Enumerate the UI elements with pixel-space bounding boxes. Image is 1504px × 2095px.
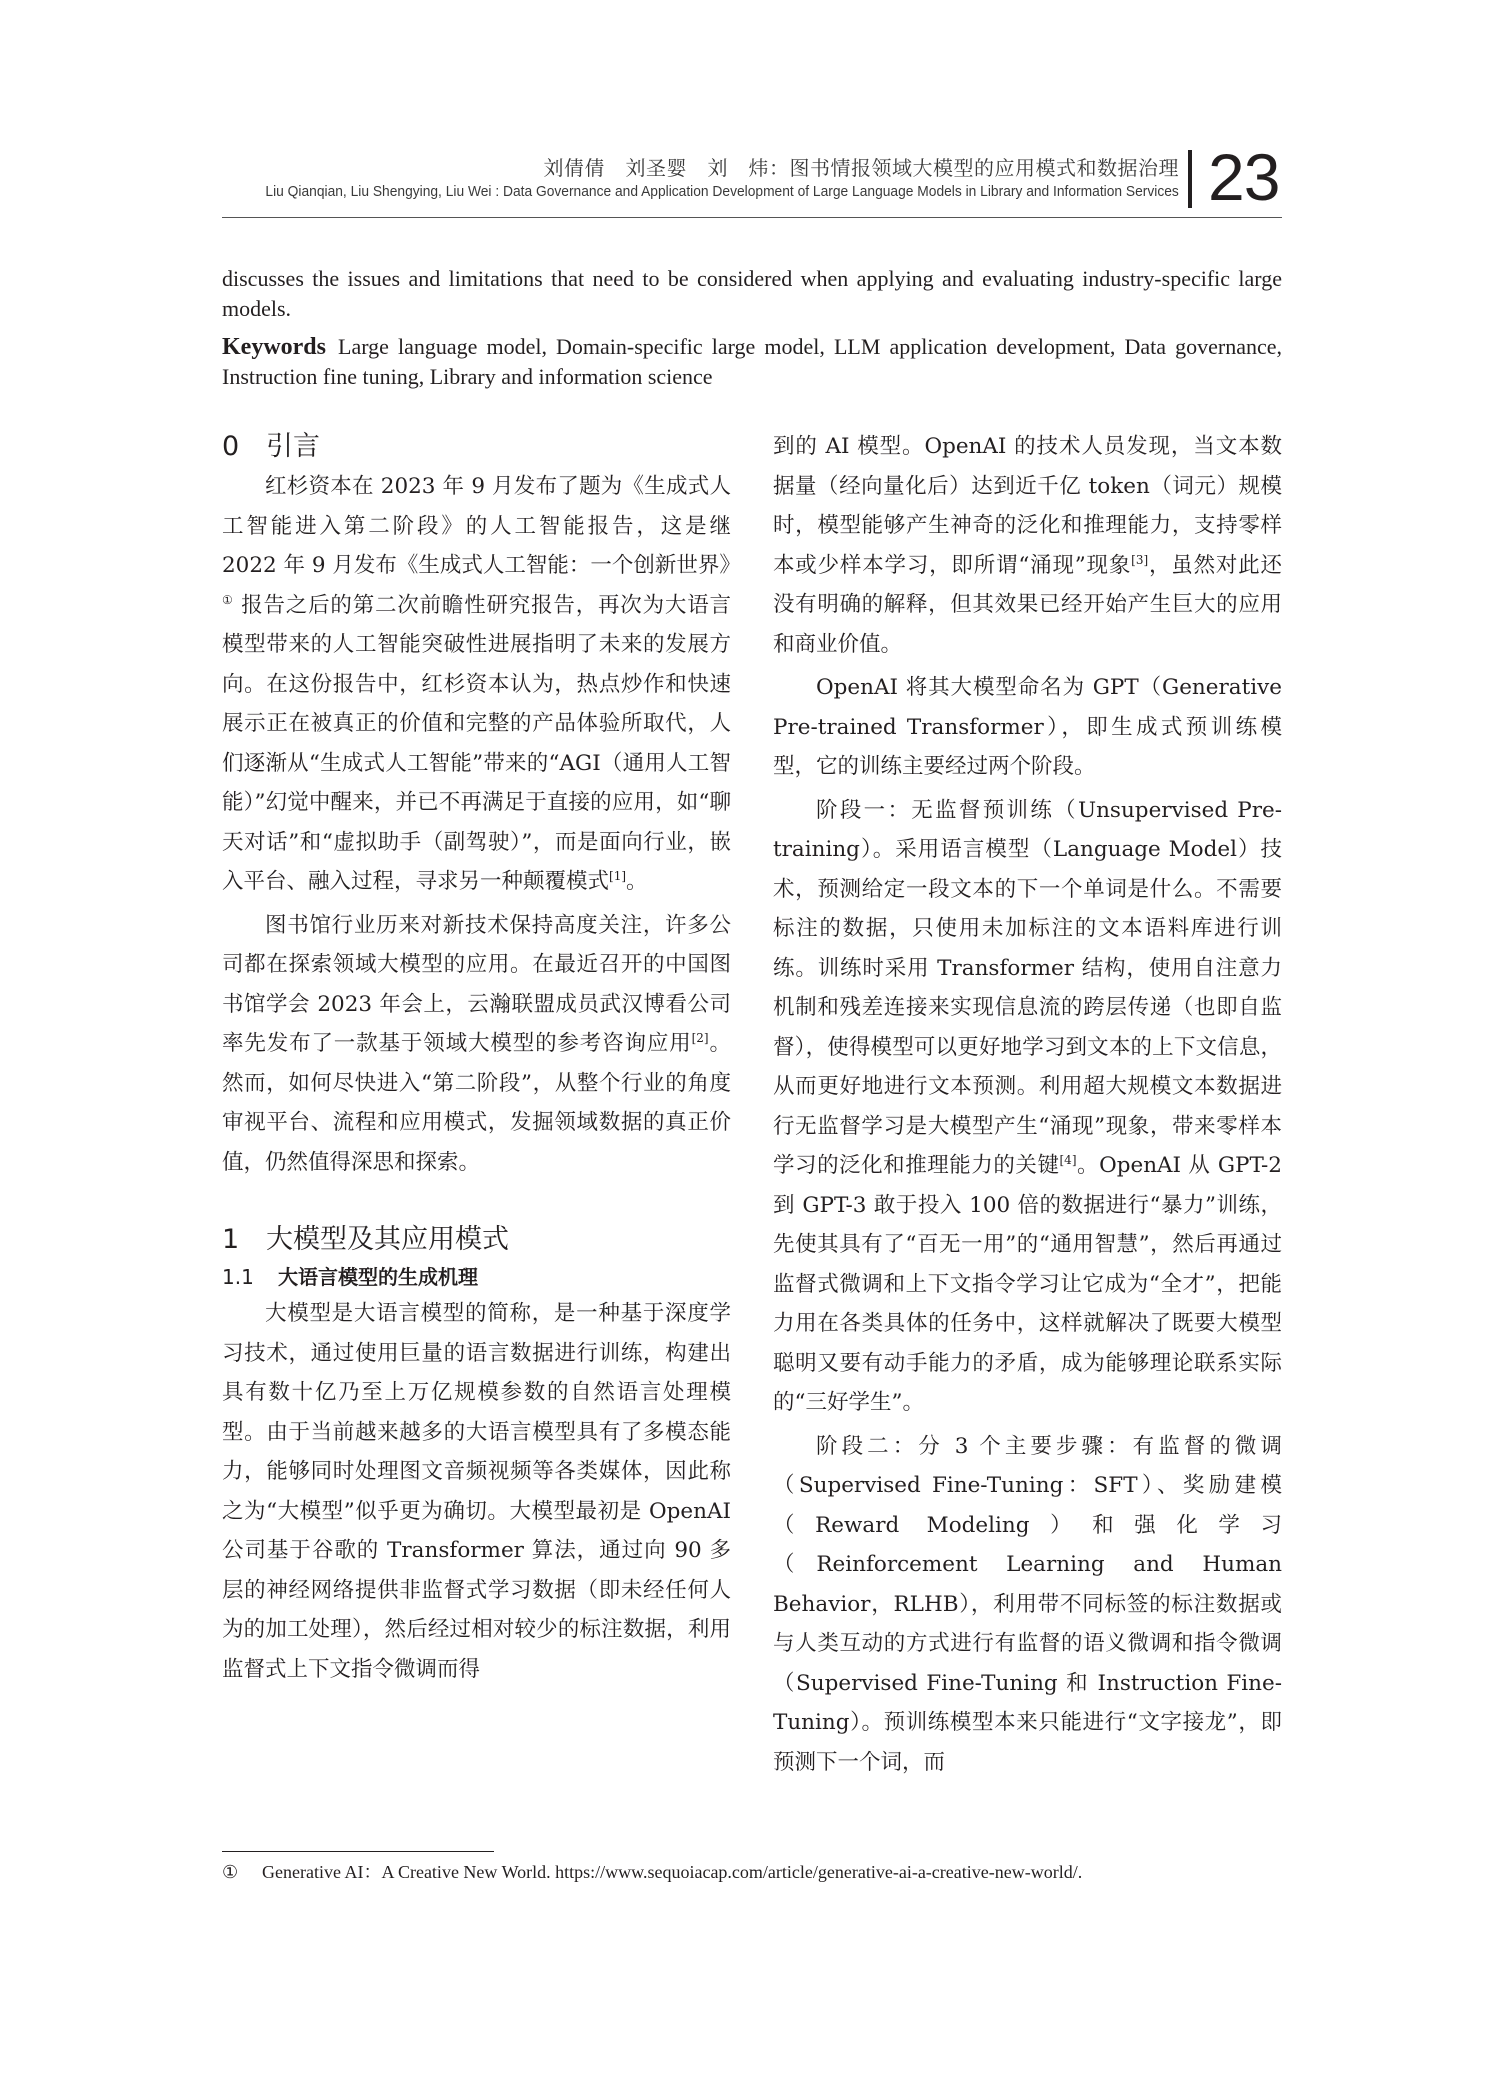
section-0-heading <box>222 427 731 467</box>
intro-paragraph-2 <box>222 906 731 1183</box>
right-p1-text-b: ，虽然对此还没有明确的解释，但其效果已经开始产生巨大的应用和商业价值。 <box>773 552 1282 657</box>
footnote-rule <box>222 1851 494 1852</box>
footnote-text[interactable]: Generative AI：A Creative New World. https://www.sequoiacap.com/article/generative-ai-a-creative-new-world/. <box>262 1862 1083 1882</box>
right-paragraph-1 <box>773 427 1282 664</box>
intro-p2-text-b: 。然而，如何尽快进入“第二阶段”，从整个行业的角度审视平台、流程和应用模式，发掘领域数据的真正价值，仍然值得深思和探索。 <box>222 1031 731 1175</box>
intro-p2-text-a: 图书馆行业历来对新技术保持高度关注，许多公司都在探索领域大模型的应用。在最近召开的中国图书馆学会 2023 年会上，云瀚联盟成员武汉博看公司率先发布了一款基于领域大模型的参考咨询应用 <box>222 912 731 1056</box>
right-p3-text-a: 阶段一：无监督预训练（Unsupervised Pre-training）。采用语言模型（Language Model）技术，预测给定一段文本的下一个单词是什么。不需要标注的数据，只使用未加标注的文本语料库进行训练。训练时采用 Transformer 结构，使用自注意力机制和残差连接来实现信息流的跨层传递（也即自监督），使得模型可以更好地学习到文本的上下文信息，从而更好地进行文本预测。利用超大规模文本数据进行无监督学习是大模型产生“涌现”现象，带来零样本学习的泛化和推理能力的关键 <box>773 797 1282 1178</box>
section-1-number: 1 <box>222 1224 240 1255</box>
citation-2[interactable]: [2] <box>691 1030 709 1045</box>
running-header-zh: 刘倩倩 刘圣婴 刘 炜：图书情报领域大模型的应用模式和数据治理 <box>543 156 1179 180</box>
section-1-heading <box>222 1220 731 1260</box>
subsection-1-1-heading <box>222 1260 731 1294</box>
section-1-title: 大模型及其应用模式 <box>266 1224 509 1255</box>
running-header-en: Liu Qianqian, Liu Shengying, Liu Wei : Data Governance and Application Development of Large Language Models in Library and Information Services <box>265 183 1179 200</box>
right-paragraph-4: 阶段二：分 3 个主要步骤：有监督的微调（Supervised Fine-Tuning：SFT）、奖励建模（Reward Modeling）和强化学习（Reinforcement Learning and Human Behavior，RLHB），利用带不同标签的标注数据或与人类互动的方式进行有监督的语义微调和指令微调（Supervised Fine-Tuning 和 Instruction Fine-Tuning）。预训练模型本来只能进行“文字接龙”，即预测下一个词，而 <box>773 1433 1282 1775</box>
intro-p1-text-b: 报告之后的第二次前瞻性研究报告，再次为大语言模型带来的人工智能突破性进展指明了未来的发展方向。在这份报告中，红杉资本认为，热点炒作和快速展示正在被真正的价值和完整的产品体验所取代，人们逐渐从“生成式人工智能”带来的“AGI（通用人工智能）”幻觉中醒来，并已不再满足于直接的应用，如“聊天对话”和“虚拟助手（副驾驶）”，而是面向行业，嵌入平台、融入过程，寻求另一种颠覆模式 <box>222 592 731 894</box>
intro-p1-text-a: 红杉资本在 2023 年 9 月发布了题为《生成式人工智能进入第二阶段》的人工智能报告，这是继 2022 年 9 月发布《生成式人工智能：一个创新世界》 <box>222 474 741 578</box>
left-column <box>222 427 741 1689</box>
right-p1-text-a: 到的 AI 模型。OpenAI 的技术人员发现，当文本数据量（经向量化后）达到近千亿 token（词元）规模时，模型能够产生神奇的泛化和推理能力，支持零样本或少样本学习，即所谓“涌现”现象 <box>773 434 1282 578</box>
header-divider-bar <box>1188 150 1192 208</box>
intro-p1-text-c: 。 <box>626 869 648 894</box>
section-1-1-paragraph: 大模型是大语言模型的简称，是一种基于深度学习技术，通过使用巨量的语言数据进行训练，构建出具有数十亿乃至上万亿规模参数的自然语言处理模型。由于当前越来越多的大语言模型具有了多模态能力，能够同时处理图文音频视频等各类媒体，因此称之为“大模型”似乎更为确切。大模型最初是 OpenAI 公司基于谷歌的 Transformer 算法，通过向 90 多层的神经网络提供非监督式学习数据（即未经任何人为的加工处理），然后经过相对较少的标注数据，利用监督式上下文指令微调而得 <box>222 1301 731 1682</box>
footnote <box>222 1859 1082 1886</box>
citation-3[interactable]: [3] <box>1131 552 1149 567</box>
citation-1[interactable]: [1] <box>609 868 627 883</box>
footnote-mark: ① <box>222 1862 239 1883</box>
page-number: 23 <box>1208 140 1280 214</box>
footnote-marker[interactable]: ① <box>222 592 234 607</box>
subsection-1-1-number: 1.1 <box>222 1265 254 1289</box>
right-p3-text-b: 。OpenAI 从 GPT-2 到 GPT-3 敢于投入 100 倍的数据进行“暴力”训练，先使其具有了“百无一用”的“通用智慧”，然后再通过监督式微调和上下文指令学习让它成为“全才”，把能力用在各类具体的任务中，这样就解决了既要大模型聪明又要有动手能力的矛盾，成为能够理论联系实际的“三好学生”。 <box>773 1153 1282 1415</box>
right-paragraph-2: OpenAI 将其大模型命名为 GPT（Generative Pre-trained Transformer），即生成式预训练模型，它的训练主要经过两个阶段。 <box>773 675 1282 779</box>
section-0-number: 0 <box>222 431 240 462</box>
section-0-title: 引言 <box>266 431 320 462</box>
keywords <box>222 332 1282 392</box>
keywords-text: Large language model, Domain-specific large model, LLM application development, Data governance, Instruction fine tuning, Library and information science <box>222 334 1282 389</box>
abstract-tail: discusses the issues and limitations that need to be considered when applying and evaluating industry-specific large models. <box>222 266 1282 321</box>
keywords-label: Keywords <box>222 334 326 360</box>
right-paragraph-3 <box>773 791 1282 1423</box>
intro-paragraph-1 <box>222 467 741 902</box>
right-column <box>773 427 1282 1782</box>
subsection-1-1-title: 大语言模型的生成机理 <box>278 1265 478 1289</box>
header-rule <box>222 217 1282 218</box>
citation-4[interactable]: [4] <box>1059 1152 1077 1167</box>
